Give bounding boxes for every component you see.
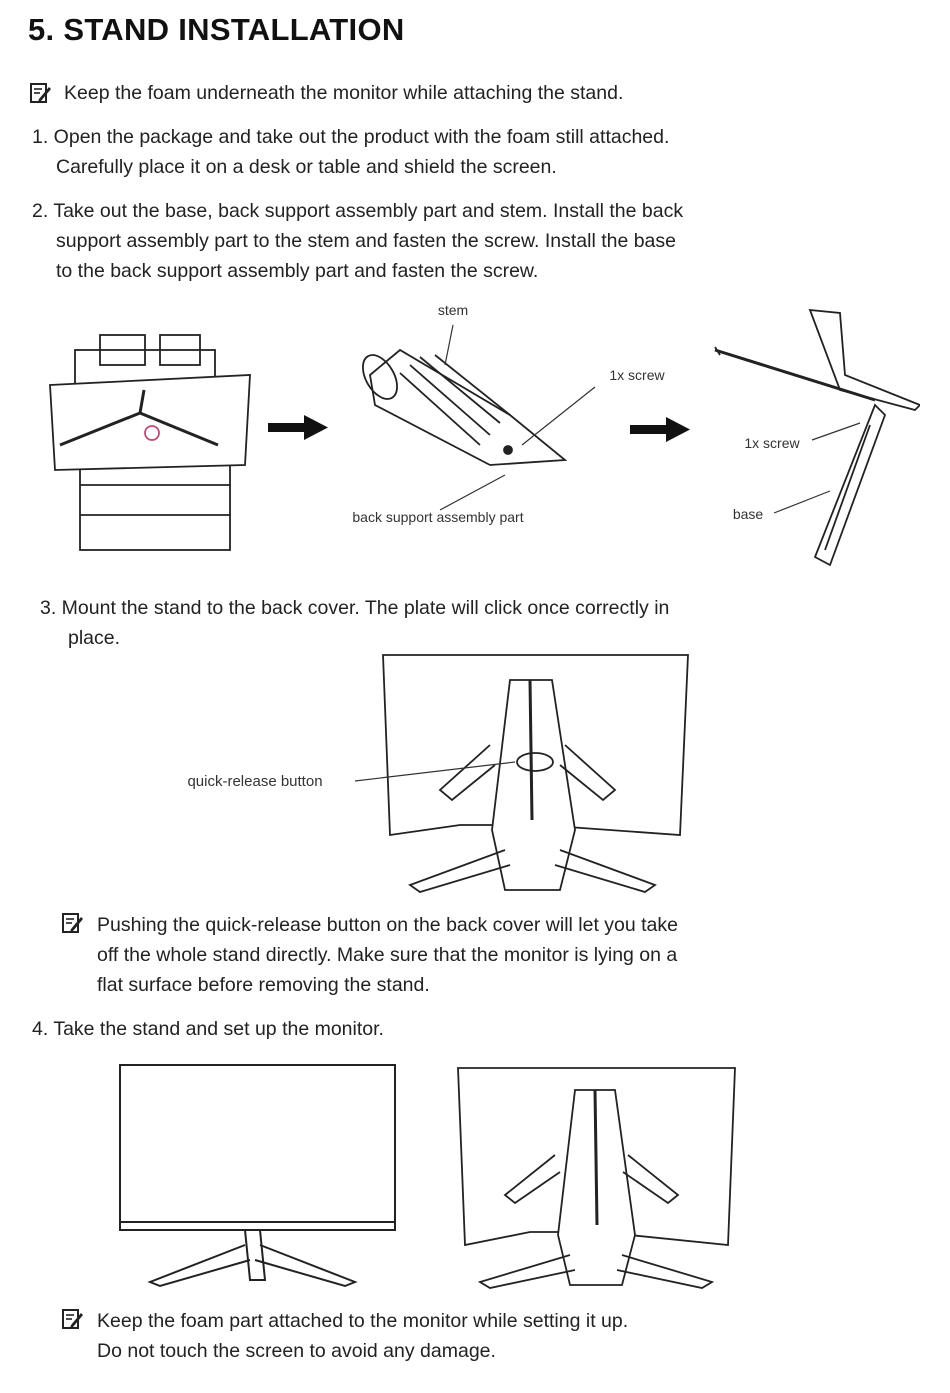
label-stem: stem [437, 302, 469, 318]
label-back-support: back support assembly part [352, 509, 524, 525]
right-arrow-icon [630, 417, 690, 442]
step3-line2: place. [68, 627, 121, 649]
step2-line2: support assembly part to the stem and fasten the screw. Install the base [56, 230, 677, 252]
monitor-back-illustration [383, 655, 688, 892]
stem-back-support-illustration [356, 349, 565, 465]
step2-line1: 2. Take out the base, back support assembly part and stem. Install the back [32, 200, 684, 222]
note2-line1: Pushing the quick-release button on the back cover will let you take [97, 914, 679, 936]
step2-line3: to the back support assembly part and fasten the screw. [56, 260, 539, 282]
stand-assembly-figure [40, 295, 920, 580]
note2-line2: off the whole stand directly. Make sure that the monitor is lying on a [97, 944, 678, 966]
note2-line3: flat surface before removing the stand. [97, 974, 430, 996]
note-text-foam: Keep the foam underneath the monitor while attaching the stand. [64, 82, 624, 104]
note3-line2: Do not touch the screen to avoid any damage. [97, 1340, 496, 1362]
step3-line1: 3. Mount the stand to the back cover. The plate will click once correctly in [40, 597, 670, 619]
note3-line1: Keep the foam part attached to the monitor while setting it up. [97, 1310, 629, 1332]
right-arrow-icon [268, 415, 328, 440]
step1-line2: Carefully place it on a desk or table and shield the screen. [56, 156, 557, 178]
label-base: base [732, 506, 764, 522]
note-pencil-icon [62, 1308, 84, 1330]
monitor-setup-figure [110, 1060, 750, 1290]
note-pencil-icon [30, 82, 52, 104]
note-pencil-icon [62, 912, 84, 934]
step4-line1: 4. Take the stand and set up the monitor. [32, 1018, 384, 1040]
label-screw-1: 1x screw [609, 367, 665, 383]
label-quick-release: quick-release button [187, 773, 323, 790]
back-cover-figure [160, 650, 700, 900]
step1-line1: 1. Open the package and take out the product with the foam still attached. [32, 126, 670, 148]
page-title: 5. STAND INSTALLATION [28, 12, 405, 47]
monitor-in-foam-illustration [50, 335, 250, 550]
monitor-back-stand-illustration [458, 1068, 735, 1288]
label-screw-2: 1x screw [744, 435, 800, 451]
monitor-front-illustration [120, 1065, 395, 1286]
